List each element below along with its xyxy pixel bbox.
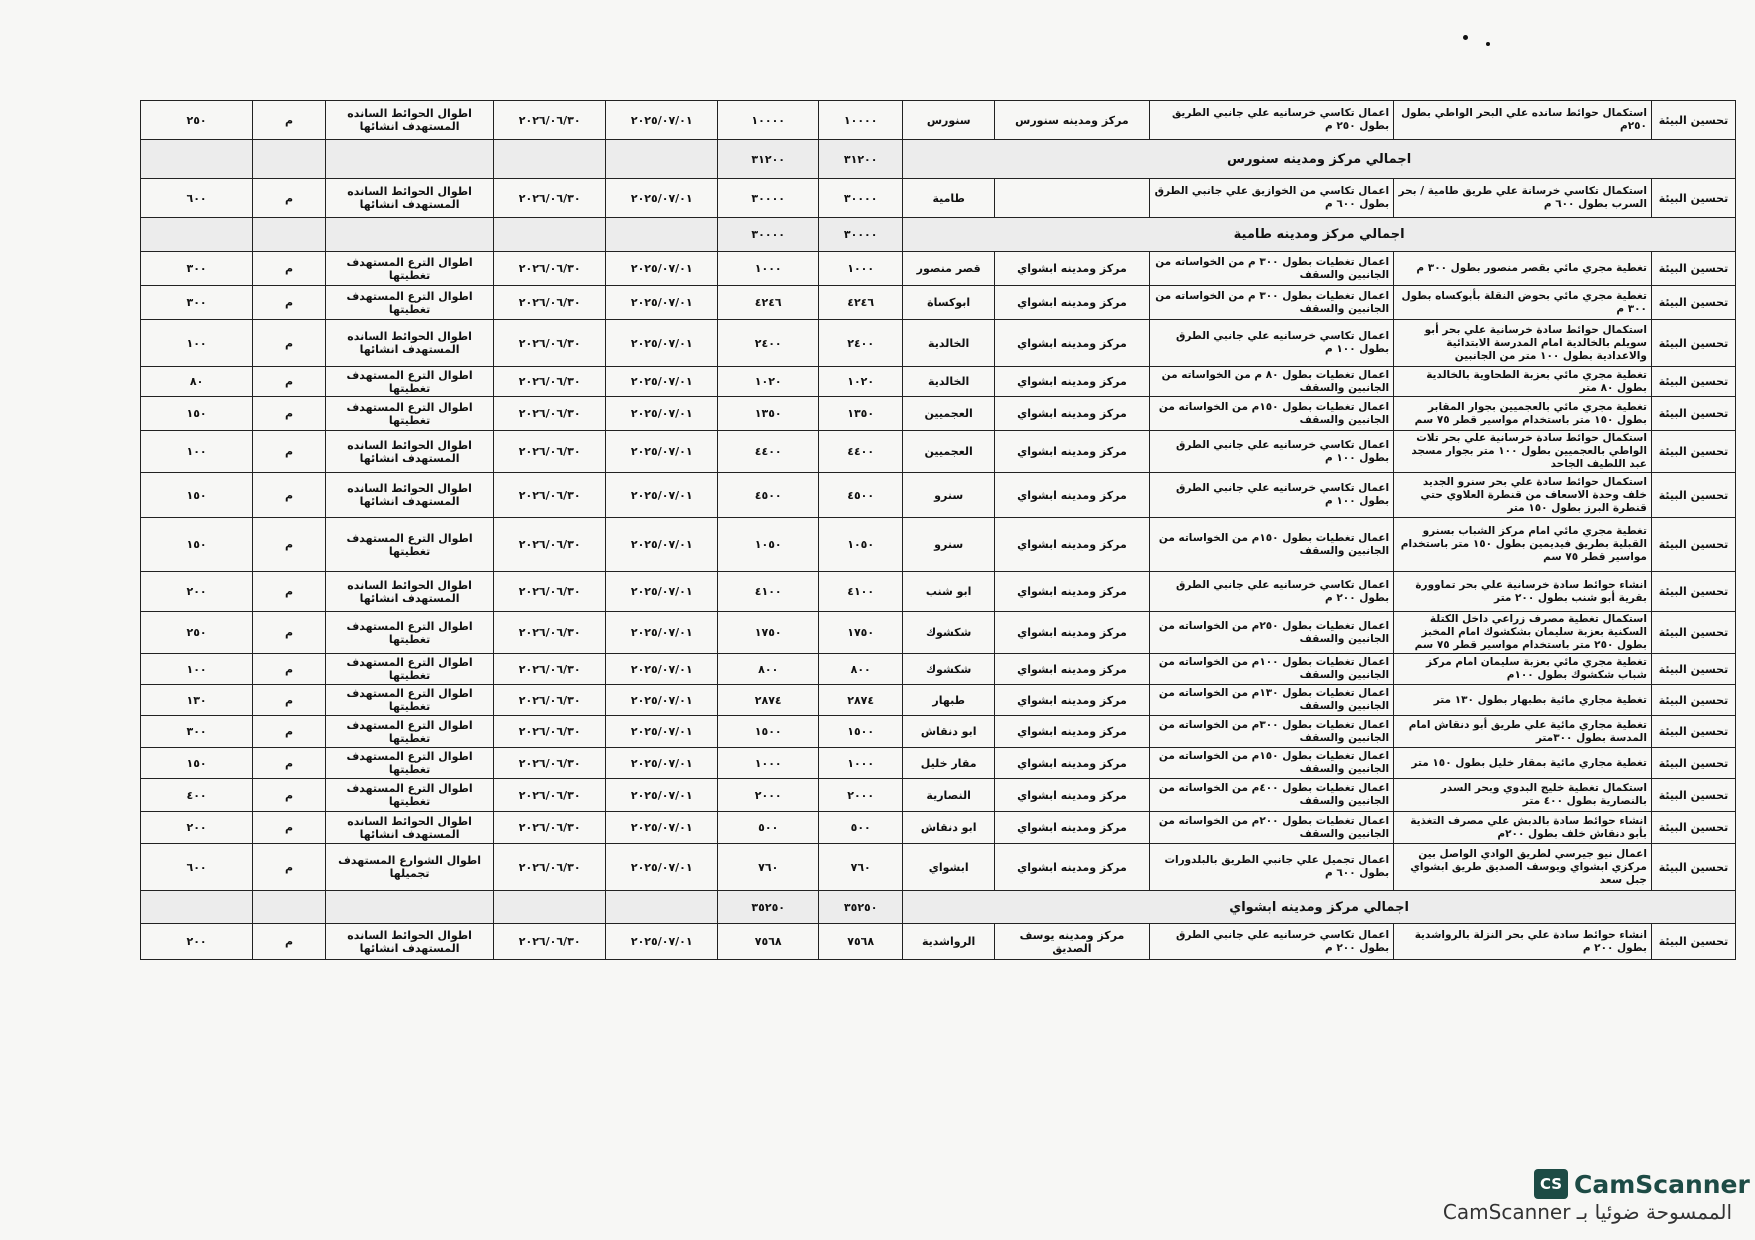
cost-cell: ١٠٠٠ — [819, 748, 903, 779]
center-cell: مركز ومدينه ابشواي — [995, 654, 1150, 685]
unit-cell: م — [253, 685, 326, 716]
empty-cell — [141, 218, 253, 252]
center-cell: مركز ومدينه ابشواي — [995, 431, 1150, 473]
indicator-cell: اطوال الترع المستهدف تغطيتها — [326, 779, 494, 812]
start-date-cell: ٢٠٢٥/٠٧/٠١ — [606, 685, 718, 716]
target-cell: ١٣٠ — [141, 685, 253, 716]
allocation-cell: ٧٥٦٨ — [718, 924, 819, 960]
unit-cell: م — [253, 924, 326, 960]
sector-cell: تحسين البيئة — [1651, 518, 1735, 572]
center-cell: مركز ومدينه ابشواي — [995, 844, 1150, 891]
target-cell: ٦٠٠ — [141, 179, 253, 218]
project-name-cell: تغطية مجري مائي بالعجميين بجوار المقابر بطول ١٥٠ متر باستخدام مواسير قطر ٧٥ سم — [1394, 397, 1652, 431]
start-date-cell: ٢٠٢٥/٠٧/٠١ — [606, 431, 718, 473]
end-date-cell: ٢٠٢٦/٠٦/٣٠ — [494, 101, 606, 140]
table-row — [141, 286, 1736, 320]
project-name-cell: تغطية مجري مائي بقصر منصور بطول ٣٠٠ م — [1394, 252, 1652, 286]
center-cell: مركز ومدينه ابشواي — [995, 812, 1150, 844]
sector-cell: تحسين البيئة — [1651, 473, 1735, 518]
cs-logo-icon: CS — [1534, 1169, 1568, 1199]
works-description-cell: اعمال تكاسي خرسانيه علي جانبي الطرق بطول ٢٠٠ م — [1149, 572, 1393, 612]
total-label: اجمالي مركز ومدينه طامية — [903, 218, 1736, 252]
unit-cell: م — [253, 101, 326, 140]
center-cell: مركز ومدينه ابشواي — [995, 518, 1150, 572]
project-name-cell: اعمال نيو جيرسي لطريق الوادي الواصل بين مركزي ابشواي ويوسف الصديق طريق ابشواي جبل سعد — [1394, 844, 1652, 891]
project-name-cell: استكمال تغطية مصرف زراعي داخل الكتلة السكنية بعزبة سليمان بشكشوك امام المخبز بطول ٢٥٠ متر باستخدام مواسير قطر ٧٥ سم — [1394, 612, 1652, 654]
project-name-cell: تغطية مجري مائي امام مركز الشباب بسنرو القبلية بطريق فيديمين بطول ١٥٠ متر باستخدام مواسير قطر ٧٥ سم — [1394, 518, 1652, 572]
village-cell: ابو دنقاش — [903, 812, 995, 844]
start-date-cell: ٢٠٢٥/٠٧/٠١ — [606, 397, 718, 431]
project-name-cell: استكمال حوائط سانده علي البحر الواطي بطول ٢٥٠م — [1394, 101, 1652, 140]
start-date-cell: ٢٠٢٥/٠٧/٠١ — [606, 286, 718, 320]
table-row — [141, 612, 1736, 654]
village-cell: ابو شنب — [903, 572, 995, 612]
village-cell: الرواشدية — [903, 924, 995, 960]
village-cell: سنرو — [903, 473, 995, 518]
end-date-cell: ٢٠٢٦/٠٦/٣٠ — [494, 397, 606, 431]
empty-cell — [494, 891, 606, 924]
unit-cell: م — [253, 286, 326, 320]
indicator-cell: اطوال الحوائط السانده المستهدف انشائها — [326, 924, 494, 960]
start-date-cell: ٢٠٢٥/٠٧/٠١ — [606, 924, 718, 960]
sector-cell: تحسين البيئة — [1651, 320, 1735, 367]
end-date-cell: ٢٠٢٦/٠٦/٣٠ — [494, 179, 606, 218]
target-cell: ٢٥٠ — [141, 101, 253, 140]
cost-cell: ١٥٠٠ — [819, 716, 903, 748]
works-description-cell: اعمال تغطيات بطول ١٥٠م من الخواساته من الجانبين والسقف — [1149, 397, 1393, 431]
project-name-cell: استكمال حوائط سادة خرسانية علي بحر تلات الواطي بالعجميين بطول ١٠٠ متر بجوار مسجد عبد اللطيف الجاحد — [1394, 431, 1652, 473]
table-row — [141, 685, 1736, 716]
indicator-cell: اطوال الترع المستهدف تغطيتها — [326, 685, 494, 716]
indicator-cell: اطوال الترع المستهدف تغطيتها — [326, 654, 494, 685]
allocation-cell: ١٥٠٠ — [718, 716, 819, 748]
works-description-cell: اعمال تغطيات بطول ٤٠٠م من الخواساته من الجانبين والسقف — [1149, 779, 1393, 812]
cost-cell: ٢٤٠٠ — [819, 320, 903, 367]
empty-cell — [326, 218, 494, 252]
end-date-cell: ٢٠٢٦/٠٦/٣٠ — [494, 748, 606, 779]
empty-cell — [253, 140, 326, 179]
end-date-cell: ٢٠٢٦/٠٦/٣٠ — [494, 612, 606, 654]
unit-cell: م — [253, 367, 326, 397]
indicator-cell: اطوال الحوائط السانده المستهدف انشائها — [326, 473, 494, 518]
allocation-cell: ٣٠٠٠٠ — [718, 179, 819, 218]
empty-cell — [253, 891, 326, 924]
end-date-cell: ٢٠٢٦/٠٦/٣٠ — [494, 320, 606, 367]
indicator-cell: اطوال الترع المستهدف تغطيتها — [326, 367, 494, 397]
table-row — [141, 101, 1736, 140]
cost-cell: ٤٥٠٠ — [819, 473, 903, 518]
project-name-cell: انشاء حوائط سادة خرسانية علي بحر تماوورة بقرية أبو شنب بطول ٢٠٠ متر — [1394, 572, 1652, 612]
end-date-cell: ٢٠٢٦/٠٦/٣٠ — [494, 367, 606, 397]
start-date-cell: ٢٠٢٥/٠٧/٠١ — [606, 179, 718, 218]
total-label: اجمالي مركز ومدينه ابشواي — [903, 891, 1736, 924]
works-description-cell: اعمال تكاسي خرسانيه علي جانبي الطريق بطول ٢٥٠ م — [1149, 101, 1393, 140]
table-row — [141, 320, 1736, 367]
cost-cell: ١٧٥٠ — [819, 612, 903, 654]
works-description-cell: اعمال تكاسي خرسانيه علي جانبي الطرق بطول ١٠٠ م — [1149, 431, 1393, 473]
sector-cell: تحسين البيئة — [1651, 654, 1735, 685]
allocation-cell: ١٠٠٠ — [718, 252, 819, 286]
empty-cell — [141, 140, 253, 179]
works-description-cell: اعمال تغطيات بطول ١٣٠م من الخواساته من الجانبين والسقف — [1149, 685, 1393, 716]
cost-cell: ٥٠٠ — [819, 812, 903, 844]
end-date-cell: ٢٠٢٦/٠٦/٣٠ — [494, 779, 606, 812]
center-cell: مركز ومدينه يوسف الصديق — [995, 924, 1150, 960]
unit-cell: م — [253, 572, 326, 612]
target-cell: ٨٠ — [141, 367, 253, 397]
end-date-cell: ٢٠٢٦/٠٦/٣٠ — [494, 252, 606, 286]
sector-cell: تحسين البيئة — [1651, 779, 1735, 812]
cost-cell: ٤١٠٠ — [819, 572, 903, 612]
start-date-cell: ٢٠٢٥/٠٧/٠١ — [606, 779, 718, 812]
sector-cell: تحسين البيئة — [1651, 572, 1735, 612]
project-table — [140, 100, 1736, 960]
end-date-cell: ٢٠٢٦/٠٦/٣٠ — [494, 685, 606, 716]
end-date-cell: ٢٠٢٦/٠٦/٣٠ — [494, 286, 606, 320]
total-row — [141, 140, 1736, 179]
allocation-cell: ٢٠٠٠ — [718, 779, 819, 812]
project-name-cell: تغطية مجري مائي بعزبة الطحاوية بالخالدية بطول ٨٠ متر — [1394, 367, 1652, 397]
unit-cell: م — [253, 812, 326, 844]
project-name-cell: انشاء حوائط سادة بالدبش علي مصرف التغذية بأبو دنقاش خلف بطول ٢٠٠م — [1394, 812, 1652, 844]
indicator-cell: اطوال الترع المستهدف تغطيتها — [326, 716, 494, 748]
project-name-cell: استكمال تغطية خليج البدوي وبحر السدر بالنصارية بطول ٤٠٠ متر — [1394, 779, 1652, 812]
start-date-cell: ٢٠٢٥/٠٧/٠١ — [606, 473, 718, 518]
center-cell: مركز ومدينه ابشواي — [995, 252, 1150, 286]
sector-cell: تحسين البيئة — [1651, 812, 1735, 844]
sector-cell: تحسين البيئة — [1651, 179, 1735, 218]
village-cell: العجميين — [903, 397, 995, 431]
indicator-cell: اطوال الترع المستهدف تغطيتها — [326, 612, 494, 654]
camscanner-brand: CamScanner — [1574, 1169, 1750, 1199]
unit-cell: م — [253, 748, 326, 779]
works-description-cell: اعمال تغطيات بطول ١٥٠م من الخواساته من الجانبين والسقف — [1149, 748, 1393, 779]
center-cell: مركز ومدينه ابشواي — [995, 572, 1150, 612]
cost-cell: ٤٤٠٠ — [819, 431, 903, 473]
project-name-cell: انشاء حوائط سادة علي بحر النزلة بالرواشدية بطول ٢٠٠ م — [1394, 924, 1652, 960]
unit-cell: م — [253, 612, 326, 654]
project-name-cell: تغطية مجاري مائية بمقار خليل بطول ١٥٠ متر — [1394, 748, 1652, 779]
target-cell: ٤٠٠ — [141, 779, 253, 812]
cost-cell: ١٠٢٠ — [819, 367, 903, 397]
indicator-cell: اطوال الترع المستهدف تغطيتها — [326, 252, 494, 286]
start-date-cell: ٢٠٢٥/٠٧/٠١ — [606, 844, 718, 891]
center-cell: مركز ومدينه ابشواي — [995, 286, 1150, 320]
allocation-cell: ٨٠٠ — [718, 654, 819, 685]
works-description-cell: اعمال تغطيات بطول ٣٠٠ م من الخواساته من الجانبين والسقف — [1149, 252, 1393, 286]
table-row — [141, 716, 1736, 748]
allocation-cell: ٥٠٠ — [718, 812, 819, 844]
table-row — [141, 431, 1736, 473]
target-cell: ١٥٠ — [141, 748, 253, 779]
indicator-cell: اطوال الحوائط السانده المستهدف انشائها — [326, 320, 494, 367]
center-cell: مركز ومدينه ابشواي — [995, 779, 1150, 812]
empty-cell — [606, 218, 718, 252]
center-cell: مركز ومدينه ابشواي — [995, 473, 1150, 518]
sector-cell: تحسين البيئة — [1651, 431, 1735, 473]
center-cell: مركز ومدينه ابشواي — [995, 367, 1150, 397]
target-cell: ٢٠٠ — [141, 812, 253, 844]
village-cell: سنرو — [903, 518, 995, 572]
start-date-cell: ٢٠٢٥/٠٧/٠١ — [606, 367, 718, 397]
sector-cell: تحسين البيئة — [1651, 924, 1735, 960]
village-cell: قصر منصور — [903, 252, 995, 286]
center-cell: مركز ومدينه ابشواي — [995, 320, 1150, 367]
works-description-cell: اعمال تغطيات بطول ٣٠٠م من الخواساته من الجانبين والسقف — [1149, 716, 1393, 748]
cost-cell: ٤٢٤٦ — [819, 286, 903, 320]
table-row — [141, 654, 1736, 685]
start-date-cell: ٢٠٢٥/٠٧/٠١ — [606, 320, 718, 367]
unit-cell: م — [253, 779, 326, 812]
sector-cell: تحسين البيئة — [1651, 367, 1735, 397]
indicator-cell: اطوال الترع المستهدف تغطيتها — [326, 397, 494, 431]
allocation-cell: ٤٥٠٠ — [718, 473, 819, 518]
works-description-cell: اعمال تغطيات بطول ٨٠ م من الخواساته من الجانبين والسقف — [1149, 367, 1393, 397]
cost-cell: ٧٦٠ — [819, 844, 903, 891]
end-date-cell: ٢٠٢٦/٠٦/٣٠ — [494, 812, 606, 844]
allocation-cell: ١٠٢٠ — [718, 367, 819, 397]
empty-cell — [494, 140, 606, 179]
village-cell: العجميين — [903, 431, 995, 473]
project-name-cell: استكمال حوائط سادة علي بحر سنرو الجديد خلف وحدة الاسعاف من قنطرة العلاوي حتي قنطرة البرز بطول ١٥٠ متر — [1394, 473, 1652, 518]
works-description-cell: اعمال تغطيات بطول ١٠٠م من الخواساته من الجانبين والسقف — [1149, 654, 1393, 685]
end-date-cell: ٢٠٢٦/٠٦/٣٠ — [494, 924, 606, 960]
project-name-cell: استكمال تكاسي خرسانة علي طريق طامية / بحر السرب بطول ٦٠٠ م — [1394, 179, 1652, 218]
empty-cell — [326, 140, 494, 179]
table-row — [141, 473, 1736, 518]
scanner-caption: الممسوحة ضوئيا بـ CamScanner — [1442, 1200, 1732, 1224]
sector-cell: تحسين البيئة — [1651, 716, 1735, 748]
unit-cell: م — [253, 179, 326, 218]
village-cell: ابوكساة — [903, 286, 995, 320]
table-row — [141, 844, 1736, 891]
village-cell: الخالدية — [903, 367, 995, 397]
sector-cell: تحسين البيئة — [1651, 844, 1735, 891]
allocation-cell: ١٠٠٠ — [718, 748, 819, 779]
village-cell: طامية — [903, 179, 995, 218]
works-description-cell: اعمال تغطيات بطول ٢٠٠م من الخواساته من الجانبين والسقف — [1149, 812, 1393, 844]
unit-cell: م — [253, 320, 326, 367]
project-name-cell: استكمال حوائط سادة خرسانية علي بحر أبو سويلم بالخالدية امام المدرسة الابتدائية والاعدادية بطول ١٠٠ متر من الجانبين — [1394, 320, 1652, 367]
start-date-cell: ٢٠٢٥/٠٧/٠١ — [606, 612, 718, 654]
village-cell: النصارية — [903, 779, 995, 812]
sector-cell: تحسين البيئة — [1651, 252, 1735, 286]
total-label: اجمالي مركز ومدينه سنورس — [903, 140, 1736, 179]
center-cell: مركز ومدينه ابشواي — [995, 685, 1150, 716]
allocation-cell: ١٠٠٠٠ — [718, 101, 819, 140]
sector-cell: تحسين البيئة — [1651, 748, 1735, 779]
works-description-cell: اعمال تكاسي من الخوازيق علي جانبي الطرق بطول ٦٠٠ م — [1149, 179, 1393, 218]
empty-cell — [141, 891, 253, 924]
target-cell: ١٥٠ — [141, 397, 253, 431]
allocation-cell: ١٧٥٠ — [718, 612, 819, 654]
indicator-cell: اطوال الحوائط السانده المستهدف انشائها — [326, 812, 494, 844]
center-cell: مركز ومدينه ابشواي — [995, 748, 1150, 779]
allocation-cell: ٤٢٤٦ — [718, 286, 819, 320]
start-date-cell: ٢٠٢٥/٠٧/٠١ — [606, 101, 718, 140]
allocation-cell: ١٣٥٠ — [718, 397, 819, 431]
sector-cell: تحسين البيئة — [1651, 286, 1735, 320]
village-cell: ابشواي — [903, 844, 995, 891]
village-cell: مقار خليل — [903, 748, 995, 779]
empty-cell — [253, 218, 326, 252]
works-description-cell: اعمال تجميل علي جانبي الطريق بالبلدورات بطول ٦٠٠ م — [1149, 844, 1393, 891]
allocation-cell: ٢٨٧٤ — [718, 685, 819, 716]
cost-cell: ٧٥٦٨ — [819, 924, 903, 960]
village-cell: الخالدية — [903, 320, 995, 367]
indicator-cell: اطوال الحوائط السانده المستهدف انشائها — [326, 431, 494, 473]
empty-cell — [494, 218, 606, 252]
start-date-cell: ٢٠٢٥/٠٧/٠١ — [606, 812, 718, 844]
center-cell — [995, 179, 1150, 218]
start-date-cell: ٢٠٢٥/٠٧/٠١ — [606, 748, 718, 779]
start-date-cell: ٢٠٢٥/٠٧/٠١ — [606, 572, 718, 612]
cost-cell: ٢٠٠٠ — [819, 779, 903, 812]
indicator-cell: اطوال الترع المستهدف تغطيتها — [326, 518, 494, 572]
works-description-cell: اعمال تغطيات بطول ٢٥٠م من الخواساته من الجانبين والسقف — [1149, 612, 1393, 654]
sector-cell: تحسين البيئة — [1651, 612, 1735, 654]
cost-cell: ٨٠٠ — [819, 654, 903, 685]
target-cell: ٢٠٠ — [141, 924, 253, 960]
target-cell: ٢٥٠ — [141, 612, 253, 654]
indicator-cell: اطوال الحوائط السانده المستهدف انشائها — [326, 572, 494, 612]
start-date-cell: ٢٠٢٥/٠٧/٠١ — [606, 252, 718, 286]
end-date-cell: ٢٠٢٦/٠٦/٣٠ — [494, 473, 606, 518]
cost-cell: ١٠٠٠٠ — [819, 101, 903, 140]
center-cell: مركز ومدينه ابشواي — [995, 612, 1150, 654]
cost-cell: ١٣٥٠ — [819, 397, 903, 431]
center-cell: مركز ومدينه ابشواي — [995, 397, 1150, 431]
table-row — [141, 779, 1736, 812]
table-row — [141, 179, 1736, 218]
start-date-cell: ٢٠٢٥/٠٧/٠١ — [606, 518, 718, 572]
unit-cell: م — [253, 716, 326, 748]
village-cell: شكشوك — [903, 654, 995, 685]
start-date-cell: ٢٠٢٥/٠٧/٠١ — [606, 716, 718, 748]
allocation-cell: ٤١٠٠ — [718, 572, 819, 612]
unit-cell: م — [253, 431, 326, 473]
cost-cell: ٣٠٠٠٠ — [819, 179, 903, 218]
empty-cell — [326, 891, 494, 924]
village-cell: سنورس — [903, 101, 995, 140]
cost-cell: ٢٨٧٤ — [819, 685, 903, 716]
target-cell: ٣٠٠ — [141, 286, 253, 320]
empty-cell — [606, 891, 718, 924]
indicator-cell: اطوال الترع المستهدف تغطيتها — [326, 286, 494, 320]
end-date-cell: ٢٠٢٦/٠٦/٣٠ — [494, 431, 606, 473]
indicator-cell: اطوال الترع المستهدف تغطيتها — [326, 748, 494, 779]
target-cell: ١٥٠ — [141, 473, 253, 518]
table-row — [141, 748, 1736, 779]
target-cell: ١٠٠ — [141, 431, 253, 473]
unit-cell: م — [253, 518, 326, 572]
end-date-cell: ٢٠٢٦/٠٦/٣٠ — [494, 716, 606, 748]
start-date-cell: ٢٠٢٥/٠٧/٠١ — [606, 654, 718, 685]
works-description-cell: اعمال تغطيات بطول ١٥٠م من الخواساته من الجانبين والسقف — [1149, 518, 1393, 572]
camscanner-logo — [1534, 1169, 1750, 1199]
target-cell: ٣٠٠ — [141, 716, 253, 748]
sector-cell: تحسين البيئة — [1651, 101, 1735, 140]
unit-cell: م — [253, 654, 326, 685]
allocation-cell: ٧٦٠ — [718, 844, 819, 891]
indicator-cell: اطوال الحوائط السانده المستهدف انشائها — [326, 179, 494, 218]
empty-cell — [606, 140, 718, 179]
village-cell: ابو دنقاش — [903, 716, 995, 748]
table-row — [141, 397, 1736, 431]
works-description-cell: اعمال تكاسي خرسانيه علي جانبي الطرق بطول ١٠٠ م — [1149, 473, 1393, 518]
total-allocation: ٣٥٢٥٠ — [718, 891, 819, 924]
unit-cell: م — [253, 252, 326, 286]
works-description-cell: اعمال تغطيات بطول ٣٠٠ م من الخواساته من الجانبين والسقف — [1149, 286, 1393, 320]
table-row — [141, 252, 1736, 286]
target-cell: ٣٠٠ — [141, 252, 253, 286]
total-allocation: ٣٠٠٠٠ — [718, 218, 819, 252]
unit-cell: م — [253, 473, 326, 518]
end-date-cell: ٢٠٢٦/٠٦/٣٠ — [494, 844, 606, 891]
works-description-cell: اعمال تكاسي خرسانيه علي جانبي الطرق بطول ١٠٠ م — [1149, 320, 1393, 367]
project-name-cell: تغطية مجاري مائية علي طريق أبو دنقاش امام المدسة بطول ٣٠٠متر — [1394, 716, 1652, 748]
indicator-cell: اطوال الحوائط السانده المستهدف انشائها — [326, 101, 494, 140]
end-date-cell: ٢٠٢٦/٠٦/٣٠ — [494, 654, 606, 685]
total-cost: ٣٠٠٠٠ — [819, 218, 903, 252]
table-row — [141, 572, 1736, 612]
total-row — [141, 218, 1736, 252]
unit-cell: م — [253, 397, 326, 431]
table-row — [141, 518, 1736, 572]
total-cost: ٣٥٢٥٠ — [819, 891, 903, 924]
project-name-cell: تغطية مجري مائي بحوض النقلة بأبوكساه بطول ٣٠٠ م — [1394, 286, 1652, 320]
sector-cell: تحسين البيئة — [1651, 685, 1735, 716]
center-cell: مركز ومدينه ابشواي — [995, 716, 1150, 748]
project-name-cell: تغطية مجري مائي بعزبة سليمان امام مركز شباب شكشوك بطول ١٠٠م — [1394, 654, 1652, 685]
target-cell: ١٠٠ — [141, 654, 253, 685]
indicator-cell: اطوال الشوارع المستهدف تجميلها — [326, 844, 494, 891]
allocation-cell: ٤٤٠٠ — [718, 431, 819, 473]
total-allocation: ٣١٢٠٠ — [718, 140, 819, 179]
village-cell: شكشوك — [903, 612, 995, 654]
target-cell: ٢٠٠ — [141, 572, 253, 612]
unit-cell: م — [253, 844, 326, 891]
cost-cell: ١٠٥٠ — [819, 518, 903, 572]
table-row — [141, 924, 1736, 960]
allocation-cell: ٢٤٠٠ — [718, 320, 819, 367]
target-cell: ١٠٠ — [141, 320, 253, 367]
total-cost: ٣١٢٠٠ — [819, 140, 903, 179]
project-name-cell: تغطية مجاري مائية بطبهار بطول ١٣٠ متر — [1394, 685, 1652, 716]
end-date-cell: ٢٠٢٦/٠٦/٣٠ — [494, 572, 606, 612]
target-cell: ١٥٠ — [141, 518, 253, 572]
village-cell: طبهار — [903, 685, 995, 716]
table-row — [141, 812, 1736, 844]
end-date-cell: ٢٠٢٦/٠٦/٣٠ — [494, 518, 606, 572]
scan-speck — [1486, 42, 1490, 46]
allocation-cell: ١٠٥٠ — [718, 518, 819, 572]
works-description-cell: اعمال تكاسي خرسانيه علي جانبي الطرق بطول ٢٠٠ م — [1149, 924, 1393, 960]
scan-speck — [1463, 35, 1468, 40]
table-row — [141, 367, 1736, 397]
sector-cell: تحسين البيئة — [1651, 397, 1735, 431]
cost-cell: ١٠٠٠ — [819, 252, 903, 286]
target-cell: ٦٠٠ — [141, 844, 253, 891]
total-row — [141, 891, 1736, 924]
center-cell: مركز ومدينه سنورس — [995, 101, 1150, 140]
